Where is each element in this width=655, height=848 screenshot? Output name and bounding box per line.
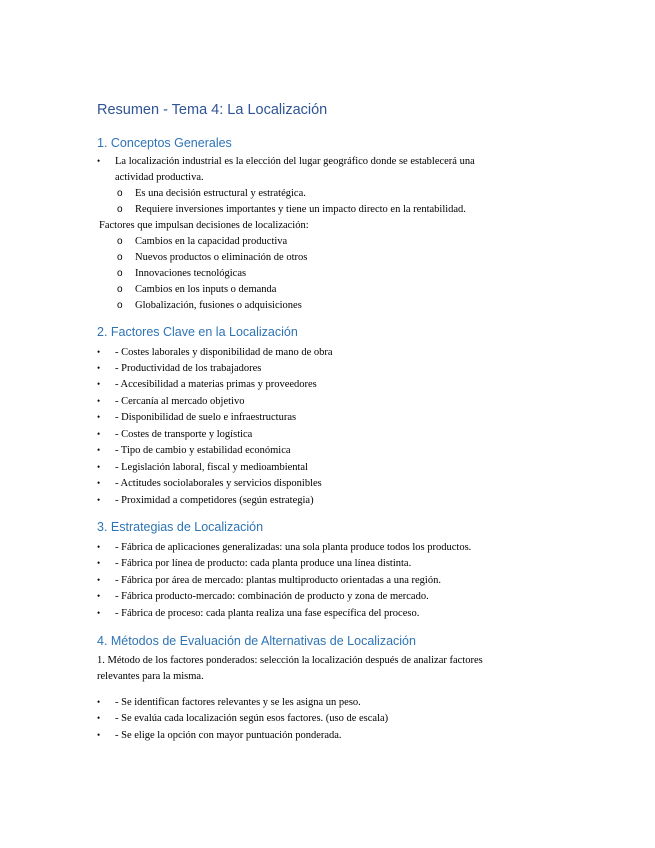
- method-line-1: 1. Método de los factores ponderados: selección la localización después de analizar factores: [97, 655, 483, 666]
- sub-bullet-icon: o: [117, 188, 123, 199]
- list-item: - Accesibilidad a materias primas y proveedores: [115, 379, 317, 390]
- sub-bullet-icon: o: [117, 204, 123, 215]
- list-item: - Se elige la opción con mayor puntuación ponderada.: [115, 730, 342, 741]
- definition-line-2: actividad productiva.: [115, 172, 204, 183]
- list-item: - Fábrica producto-mercado: combinación de producto y zona de mercado.: [115, 591, 429, 602]
- bullet-icon: •: [97, 730, 101, 740]
- bullet-icon: •: [97, 558, 101, 568]
- list-item: - Fábrica por línea de producto: cada planta produce una línea distinta.: [115, 558, 412, 569]
- sub-bullet-icon: o: [117, 300, 123, 311]
- list-item: - Costes de transporte y logística: [115, 429, 253, 440]
- list-item: - Fábrica de aplicaciones generalizadas: una sola planta produce todos los productos.: [115, 542, 472, 553]
- bullet-icon: •: [97, 608, 101, 618]
- factors-intro: Factores que impulsan decisiones de localización:: [99, 220, 309, 231]
- list-item: - Proximidad a competidores (según estrategia): [115, 495, 314, 506]
- factor-item: Cambios en la capacidad productiva: [135, 236, 288, 247]
- list-item: - Se evalúa cada localización según esos factores. (uso de escala): [115, 713, 389, 724]
- sub-bullet-icon: o: [117, 236, 123, 247]
- list-item: - Fábrica de proceso: cada planta realiza una fase específica del proceso.: [115, 608, 420, 619]
- sub-bullet-icon: o: [117, 268, 123, 279]
- list-item: - Costes laborales y disponibilidad de mano de obra: [115, 347, 333, 358]
- list-item: - Actitudes sociolaborales y servicios disponibles: [115, 478, 322, 489]
- bullet-icon: •: [97, 156, 101, 166]
- list-item: - Tipo de cambio y estabilidad económica: [115, 445, 291, 456]
- bullet-icon: •: [97, 713, 101, 723]
- bullet-icon: •: [97, 445, 101, 455]
- factor-item: Cambios en los inputs o demanda: [135, 284, 277, 295]
- bullet-icon: •: [97, 697, 101, 707]
- bullet-icon: •: [97, 363, 101, 373]
- bullet-icon: •: [97, 478, 101, 488]
- definition-line-1: La localización industrial es la elección del lugar geográfico donde se establecerá una: [115, 156, 475, 167]
- list-item: - Disponibilidad de suelo e infraestructuras: [115, 412, 297, 423]
- method-line-2: relevantes para la misma.: [97, 671, 204, 682]
- bullet-icon: •: [97, 462, 101, 472]
- bullet-icon: •: [97, 347, 101, 357]
- bullet-icon: •: [97, 429, 101, 439]
- list-item: - Fábrica por área de mercado: plantas multiproducto orientadas a una región.: [115, 575, 441, 586]
- bullet-icon: •: [97, 412, 101, 422]
- section-2-heading: 2. Factores Clave en la Localización: [97, 325, 298, 339]
- factor-item: Globalización, fusiones o adquisiciones: [135, 300, 302, 311]
- section-1-heading: 1. Conceptos Generales: [97, 136, 232, 150]
- sub-item: Requiere inversiones importantes y tiene un impacto directo en la rentabilidad.: [135, 204, 466, 215]
- list-item: - Cercanía al mercado objetivo: [115, 396, 245, 407]
- bullet-icon: •: [97, 396, 101, 406]
- bullet-icon: •: [97, 379, 101, 389]
- sub-bullet-icon: o: [117, 252, 123, 263]
- section-4-heading: 4. Métodos de Evaluación de Alternativas de Localización: [97, 634, 416, 648]
- section-3-heading: 3. Estrategias de Localización: [97, 520, 264, 534]
- list-item: - Productividad de los trabajadores: [115, 363, 262, 374]
- list-item: - Legislación laboral, fiscal y medioambiental: [115, 462, 309, 473]
- sub-bullet-icon: o: [117, 284, 123, 295]
- document-title: Resumen - Tema 4: La Localización: [97, 102, 328, 118]
- bullet-icon: •: [97, 542, 101, 552]
- factor-item: Innovaciones tecnológicas: [135, 268, 247, 279]
- list-item: - Se identifican factores relevantes y se les asigna un peso.: [115, 697, 361, 708]
- bullet-icon: •: [97, 575, 101, 585]
- bullet-icon: •: [97, 591, 101, 601]
- bullet-icon: •: [97, 495, 101, 505]
- factor-item: Nuevos productos o eliminación de otros: [135, 252, 308, 263]
- sub-item: Es una decisión estructural y estratégica.: [135, 188, 306, 199]
